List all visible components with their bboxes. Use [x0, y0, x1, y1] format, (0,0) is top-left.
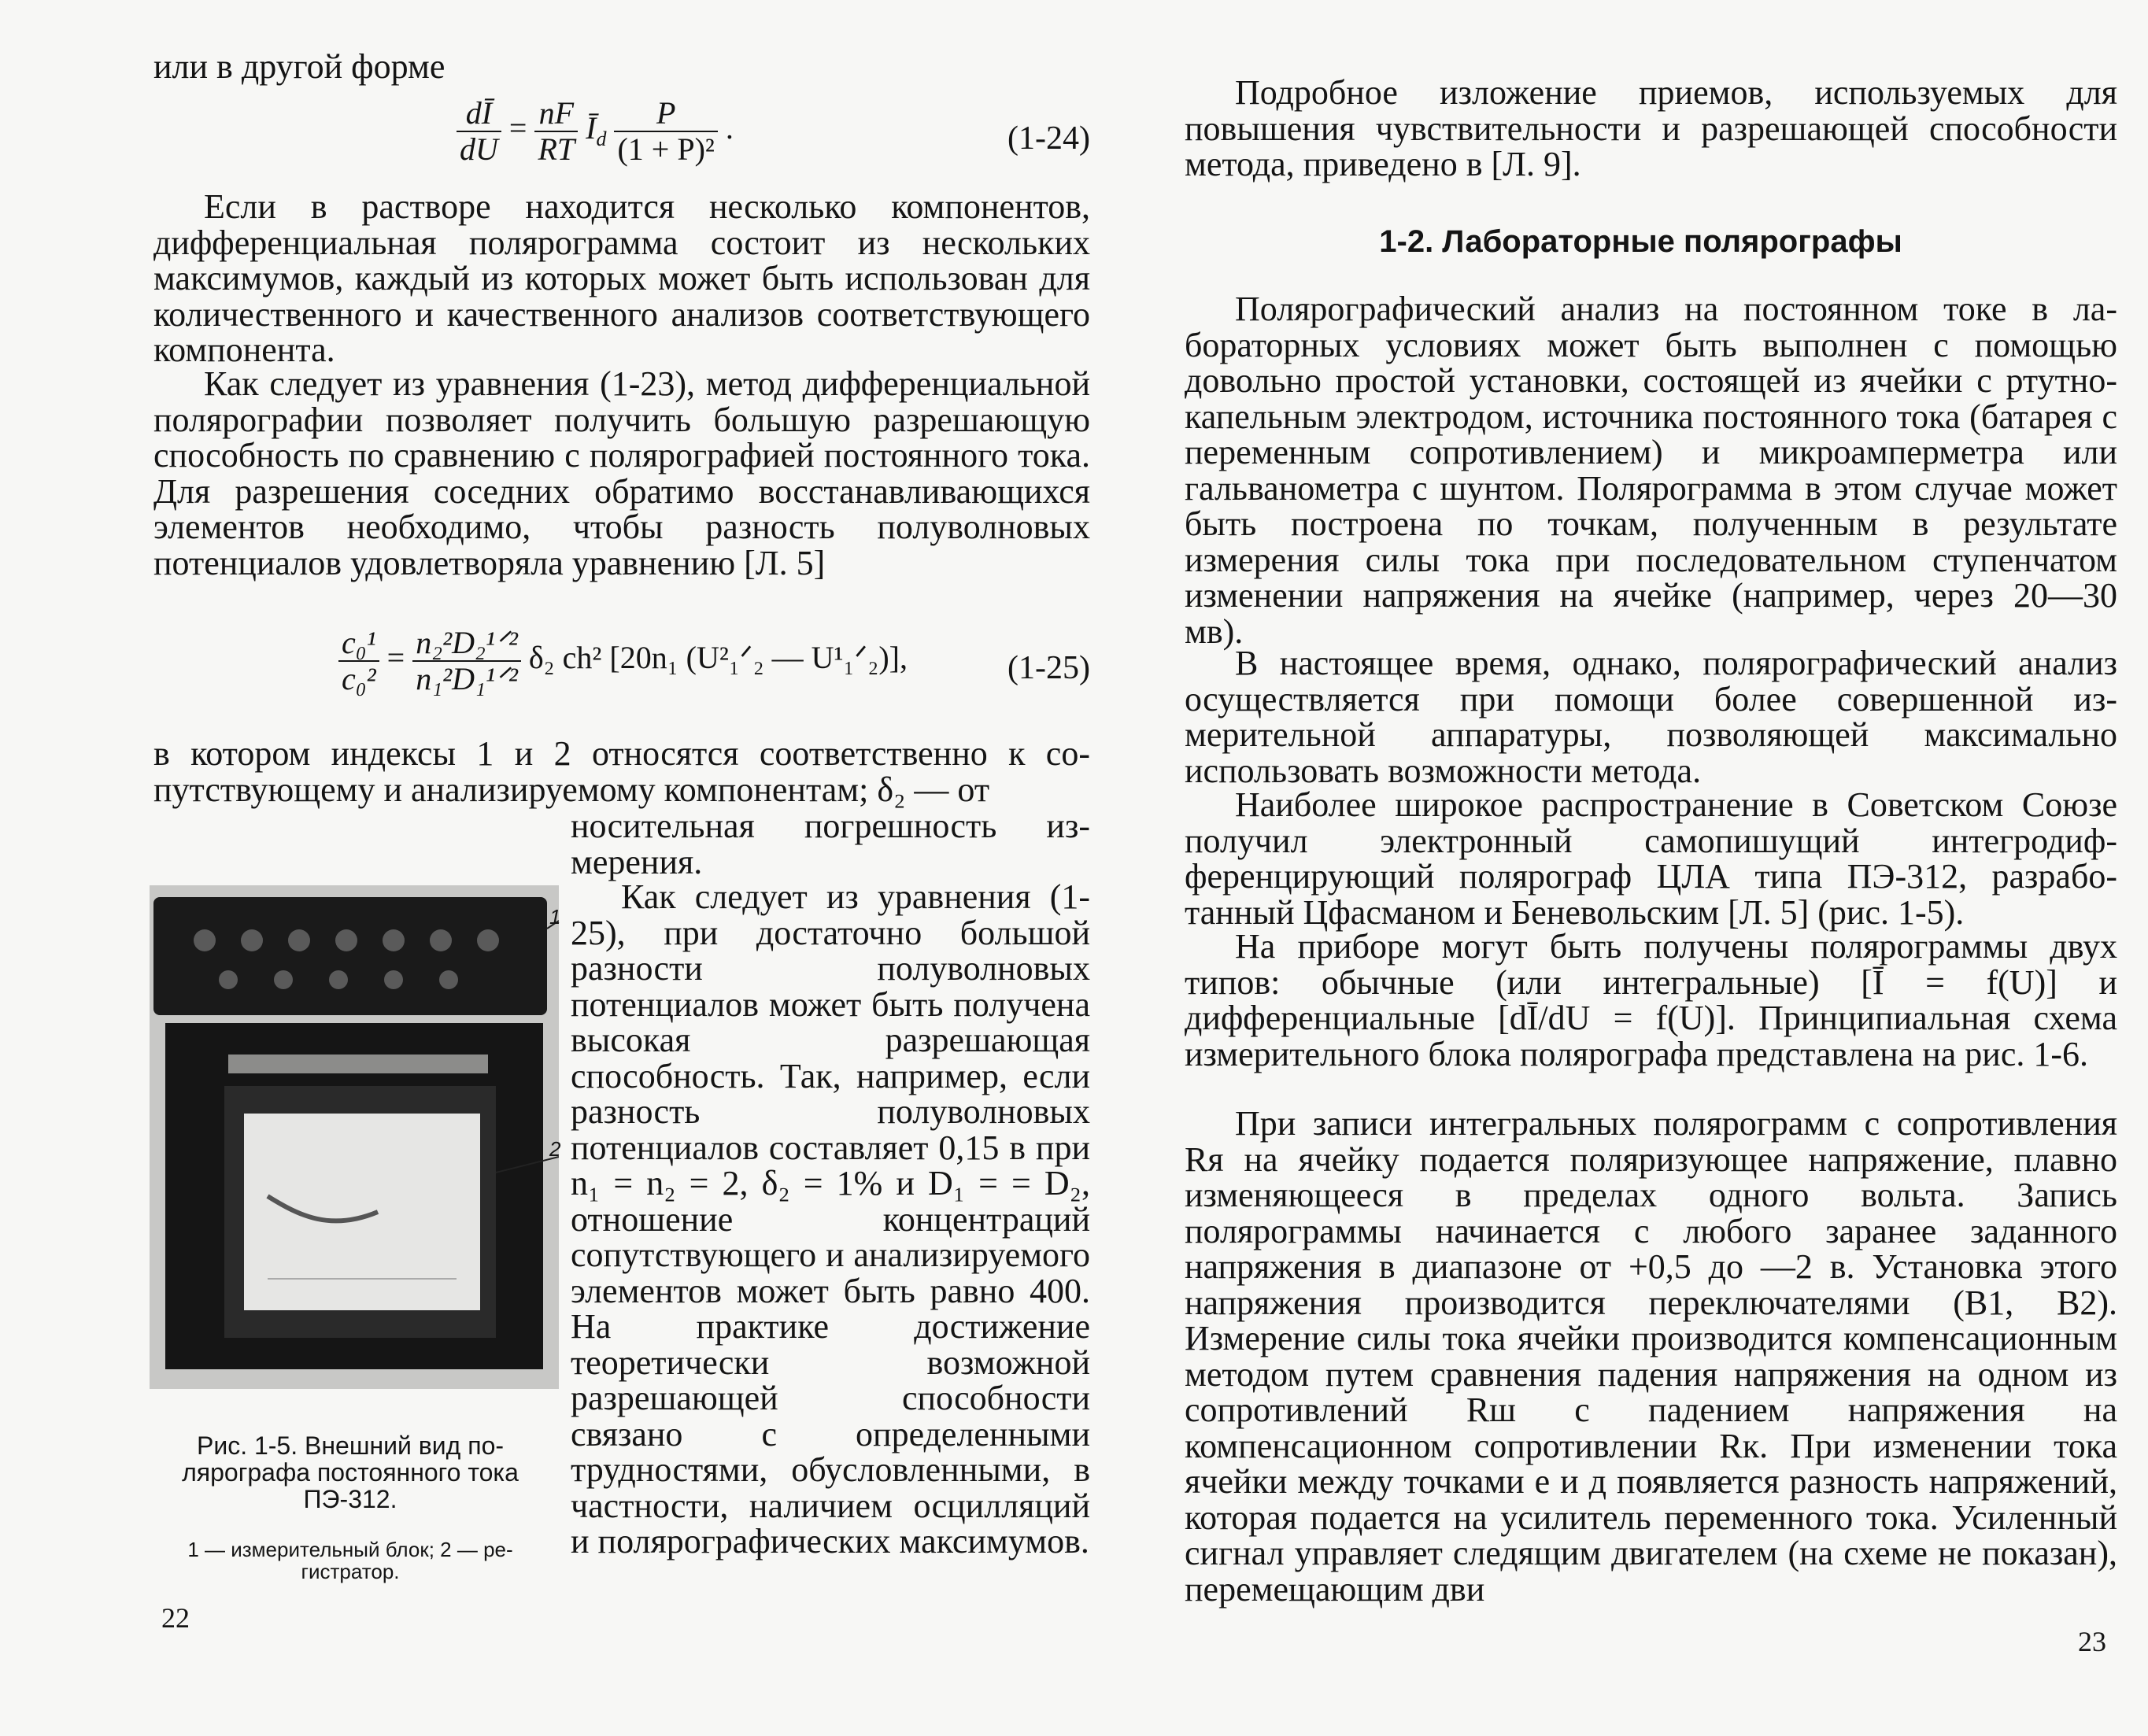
- eq25-tail: δ₂ ch² [20n₁ (U²₁ᐟ₂ — U¹₁ᐟ₂)],: [528, 640, 908, 676]
- polarograph-photo: [150, 885, 559, 1389]
- eq25-lhs-fraction: $\frac{\text{c₀¹}}{\text{c₀²}}$: [338, 626, 379, 696]
- figure-legend: 1 — измерительный блок; 2 — регистратор.: [187, 1538, 513, 1583]
- left-paragraph-3-narrow: носительная погрешность измерения.: [571, 807, 1090, 881]
- chart-paper: [244, 1114, 480, 1310]
- eq24-lhs-fraction: $\frac{dĪ}{dU}$: [457, 96, 501, 167]
- eq24-rhs-fraction: $\frac{P}{\text{(1 + P)²}}$: [614, 96, 717, 167]
- left-paragraph-3-wide: в котором индексы 1 и 2 относятся соответственно к сопутствующему и анализируемому компонентам; δ₂ — от: [153, 734, 1090, 809]
- callout-2: 2: [549, 1137, 561, 1161]
- right-page: [1133, 0, 2148, 1736]
- eq25-number: (1-25): [1007, 650, 1090, 686]
- right-paragraph-3: В настоящее время, однако, полярографический анализ осуществляется при помощи более совершенной измерительной аппаратуры, позволяющей максимально использовать возможности метода.: [1185, 644, 2117, 790]
- intro-line: или в другой форме: [153, 47, 445, 86]
- section-heading: 1-2. Лабораторные полярографы: [1379, 224, 1902, 259]
- figure-caption: Рис. 1-5. Внешний вид полярографа постоянного тока ПЭ-312.: [182, 1431, 519, 1513]
- left-paragraph-1: Если в растворе находится несколько компонентов, дифференциальная полярограмма состоит из нескольких максимумов, каждый из которых может быть использован для количественного и качественного анализов соответствующего компонента.: [153, 187, 1090, 369]
- callout-1: 1: [549, 905, 561, 929]
- right-paragraph-1: Подробное изложение приемов, используемых для повышения чувствительности и разрешающей способности метода, приведено в [Л. 9].: [1185, 73, 2117, 183]
- right-paragraph-2: Полярографический анализ на постоянном токе в лабораторных условиях может быть выполнен с помощью довольно простой установки, состоящей из ячейки с ртутно-капельным электродом, источника постоянного тока (батарея с переменным сопротивлением) и микроамперметра или гальванометра с шунтом. Полярограмма в этом случае может быть построена по точкам, полученным в результате измерения силы тока при последовательном ступенчатом изменении напряжения на ячейке (например, через 20—30 мв).: [1185, 290, 2117, 651]
- right-paragraph-5: На приборе могут быть получены полярограммы двух типов: обычные (или интегральные) [Ī = f(U)] и дифференциальные [dĪ/dU = f(U)]. Принципиальная схема измерительного блока полярографа представлена на рис. 1-6.: [1185, 927, 2117, 1073]
- right-paragraph-6: При записи интегральных полярограмм с сопротивления Rя на ячейку подается поляризующее напряжение, плавно изменяющееся в пределах одного вольта. Запись полярограммы начинается с любого заранее заданного напряжения в диапазоне от +0,5 до —2 в. Установка этого напряжения производится переключателями (B1, B2). Измерение силы тока ячейки производится компенсационным методом путем сравнения падения напряжения на одном из сопротивлений Rш с падением напряжения на компенсационном сопротивлении Rк. При изменении тока ячейки между точками е и д появляется разность напряжений, которая подается на усилитель переменного тока. Усиленный сигнал управляет следящим двигателем (на схеме не показан), перемещающим дви: [1185, 1104, 2117, 1609]
- left-paragraph-4: Как следует из уравнения (1-25), при достаточно большой разности полуволновых потенциалов может быть получена высокая разрешающая способность. Так, например, если разность полуволновых потенциалов составляет 0,15 в при n₁ = n₂ = 2, δ₂ = 1% и D₁ = = D₂, отношение концентраций сопутствующего и анализируемого элементов может быть равно 400. На практике достижение теоретически возможной разрешающей способности связано с определенными трудностями, обусловленными, в частности, наличием осцилляций и полярографических максимумов.: [571, 877, 1090, 1561]
- eq24-mean-current: Ī: [586, 110, 597, 146]
- measuring-block: [153, 897, 547, 1015]
- page-number-right: 23: [2078, 1626, 2106, 1657]
- right-paragraph-4: Наиболее широкое распространение в Советском Союзе получил электронный самопишущий интегродифференцирующий полярограф ЦЛА типа ПЭ-312, разработанный Цфасманом и Беневольским [Л. 5] (рис. 1-5).: [1185, 785, 2117, 932]
- equation-1-25: $\frac{\text{c₀¹}}{\text{c₀²}}$ = $\frac{\text{n₂²D₂¹ᐟ²}}{\text{n₁²D₁¹ᐟ²}}$ δ₂ ch² [20n₁ (U²₁ᐟ₂ — U¹₁ᐟ₂)], (1-25): [338, 626, 1090, 712]
- page-number-left: 22: [161, 1602, 190, 1634]
- left-paragraph-2: Как следует из уравнения (1-23), метод дифференциальной полярографии позволяет получить большую разрешающую способность по сравнению с полярографией постоянного тока. Для разрешения соседних обратимо восстанавливающихся элементов необходимо, чтобы разность полуволновых потенциалов удовлетворяла уравнению [Л. 5]: [153, 364, 1090, 582]
- eq24-number: (1-24): [1007, 120, 1090, 157]
- eq25-rhs-fraction: $\frac{\text{n₂²D₂¹ᐟ²}}{\text{n₁²D₁¹ᐟ²}}$: [412, 626, 521, 696]
- equation-1-24: $\frac{dĪ}{dU}$ = $\frac{nF}{RT}$ $Ī_d$ $\frac{P}{\text{(1 + P)²}}$ . (1-24): [457, 96, 1090, 183]
- eq24-coef-fraction: $\frac{nF}{RT}$: [534, 96, 578, 167]
